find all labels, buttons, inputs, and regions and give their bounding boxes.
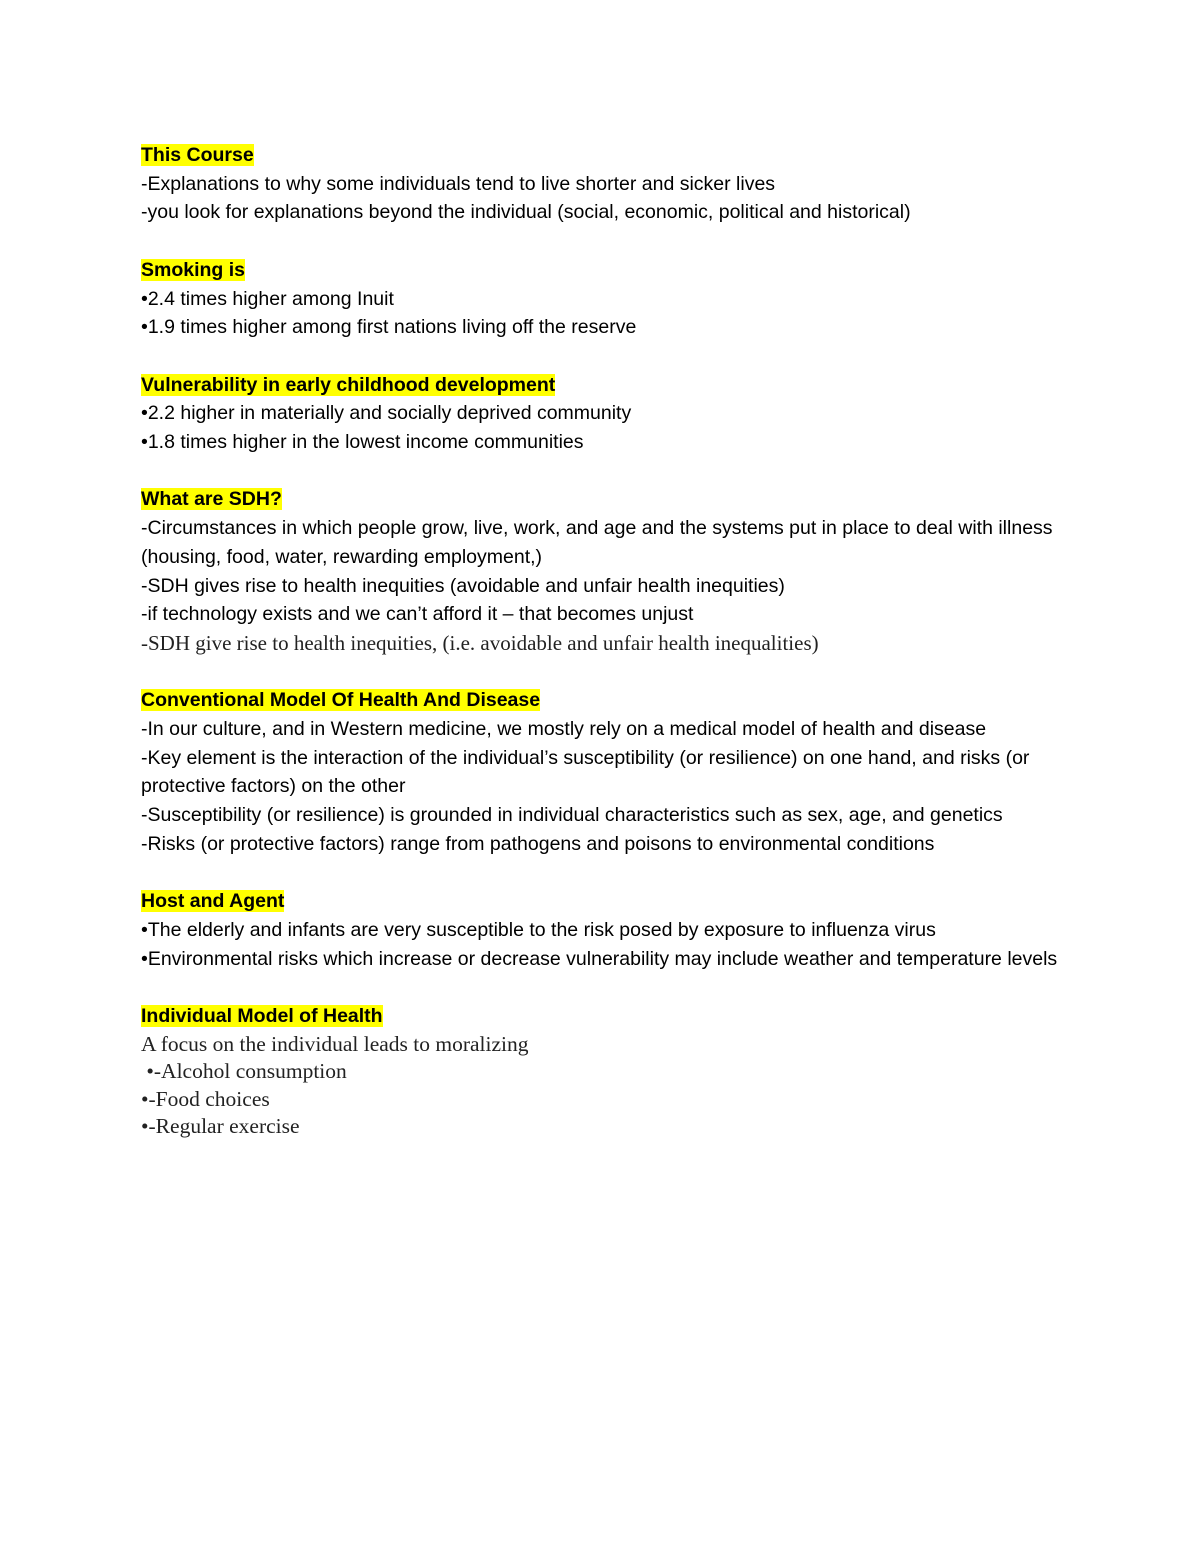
section-host-and-agent <box>141 887 1061 973</box>
section-heading: What are SDH? <box>141 488 282 511</box>
serif-text-line: A focus on the individual leads to moralizing <box>141 1031 529 1056</box>
serif-text-line: -SDH give rise to health inequities, (i.e. avoidable and unfair health inequalities) <box>141 630 819 655</box>
section-heading: Vulnerability in early childhood development <box>141 373 556 396</box>
text-line: -SDH gives rise to health inequities (avoidable and unfair health inequities) <box>141 574 785 597</box>
text-line: -In our culture, and in Western medicine, we mostly rely on a medical model of health and disease <box>141 718 987 740</box>
section-what-are-sdh <box>141 485 1061 657</box>
text-line: -Key element is the interaction of the individual’s susceptibility (or resilience) on one hand, and risks (or protective factors) on the other <box>141 746 1030 798</box>
bullet-line: •2.2 higher in materially and socially deprived community <box>141 402 632 425</box>
bullet-line: •1.9 times higher among first nations living off the reserve <box>141 316 637 339</box>
section-heading: Host and Agent <box>141 890 285 913</box>
section-smoking <box>141 256 1061 342</box>
bullet-line: •Environmental risks which increase or decrease vulnerability may include weather and temperature levels <box>141 947 1058 970</box>
text-line: -Circumstances in which people grow, live, work, and age and the systems put in place to deal with illness (housing, food, water, rewarding employment,) <box>141 517 1053 568</box>
document-page <box>141 141 1061 1169</box>
bullet-line: •1.8 times higher in the lowest income communities <box>141 431 584 453</box>
section-heading: Individual Model of Health <box>141 1005 383 1027</box>
text-line: -Susceptibility (or resilience) is grounded in individual characteristics such as sex, age, and genetics <box>141 804 1003 827</box>
text-line: -you look for explanations beyond the individual (social, economic, political and historical) <box>141 201 911 224</box>
bullet-line: •The elderly and infants are very susceptible to the risk posed by exposure to influenza virus <box>141 918 936 941</box>
serif-bullet-line: •-Food choices <box>141 1086 270 1111</box>
section-heading: Conventional Model Of Health And Disease <box>141 689 541 712</box>
text-line: -Explanations to why some individuals tend to live shorter and sicker lives <box>141 172 776 195</box>
section-heading: Smoking is <box>141 258 246 281</box>
section-this-course <box>141 141 1061 227</box>
bullet-line: •2.4 times higher among Inuit <box>141 287 394 310</box>
text-line: -Risks (or protective factors) range from pathogens and poisons to environmental conditions <box>141 832 935 855</box>
serif-bullet-line: •-Regular exercise <box>141 1114 300 1139</box>
section-heading: This Course <box>141 144 254 166</box>
section-conventional-model <box>141 686 1061 858</box>
section-vulnerability <box>141 371 1061 457</box>
serif-bullet-line: •-Alcohol consumption <box>141 1059 347 1084</box>
text-line: -if technology exists and we can’t afford it – that becomes unjust <box>141 603 694 626</box>
section-individual-model <box>141 1002 1061 1141</box>
